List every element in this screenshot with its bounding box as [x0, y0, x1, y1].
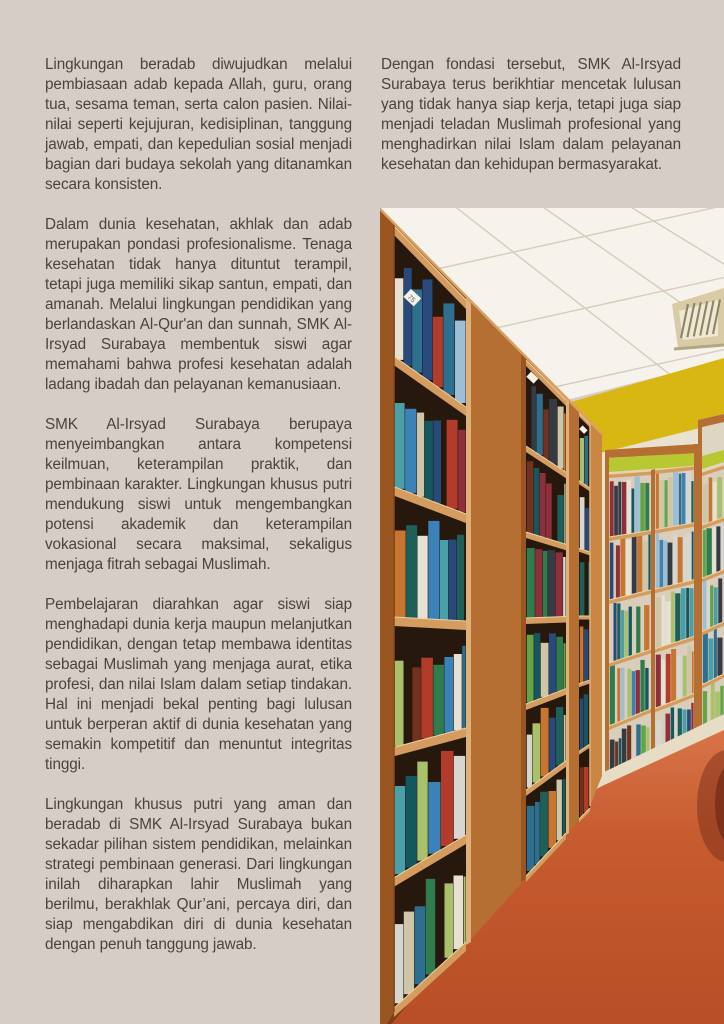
library-photo [380, 208, 724, 1024]
library-aisle-bookshelves-illustration [380, 208, 724, 1024]
paragraph: Lingkungan beradab diwujudkan melalui pembiasaan adab kepada Allah, guru, orang tua, sesama teman, serta calon pasien. Nilai-nilai seperti kejujuran, kedisiplinan, tanggung jawab, empati, dan kepedulian sosial menjadi bagian dari budaya sekolah yang ditanamkan secara konsisten. [45, 56, 352, 193]
paragraph: SMK Al-Irsyad Surabaya berupaya menyeimbangkan antara kompetensi keilmuan, keterampilan praktik, dan pembinaan karakter. Lingkungan khusus putri mendukung siswi untuk mengembangkan potensi akademik dan keterampilan vokasional secara maksimal, sekaligus menjaga fitrah sebagai Muslimah. [45, 416, 352, 573]
svg-text:75: 75 [405, 293, 417, 305]
right-text-column [381, 55, 681, 175]
left-text-column [45, 55, 352, 955]
paragraph: Dalam dunia kesehatan, akhlak dan adab merupakan pondasi profesionalisme. Tenaga kesehatan tidak hanya dituntut terampil, tetapi juga memiliki sikap santun, empati, dan amanah. Melalui lingkungan pendidikan yang berlandaskan Al-Qur'an dan sunnah, SMK Al-Irsyad Surabaya membentuk siswi agar memahami bahwa profesi kesehatan adalah ladang ibadah dan pelayanan kemanusiaan. [45, 216, 352, 393]
paragraph: Pembelajaran diarahkan agar siswi siap menghadapi dunia kerja maupun melanjutkan pendidikan, dengan tetap membawa identitas sebagai Muslimah yang menjaga aurat, etika profesi, dan nilai Islam dalam setiap tindakan. Hal ini menjadi bekal penting bagi lulusan untuk berperan aktif di dunia kesehatan yang semakin kompetitif dan menuntut integritas tinggi. [45, 596, 352, 773]
paragraph: Dengan fondasi tersebut, SMK Al-Irsyad Surabaya terus berikhtiar mencetak lulusan yang tidak hanya siap kerja, tetapi juga siap menjadi teladan Muslimah profesional yang menghadirkan nilai Islam dalam pelayanan kesehatan dan kehidupan bermasyarakat. [381, 56, 681, 173]
paragraph: Lingkungan khusus putri yang aman dan beradab di SMK Al-Irsyad Surabaya bukan sekadar pilihan sistem pendidikan, melainkan strategi pembinaan generasi. Dari lingkungan inilah diharapkan lahir Muslimah yang berilmu, berakhlak Qur’ani, percaya diri, dan siap mengabdikan diri di dunia kesehatan dengan penuh tanggung jawab. [45, 796, 352, 953]
